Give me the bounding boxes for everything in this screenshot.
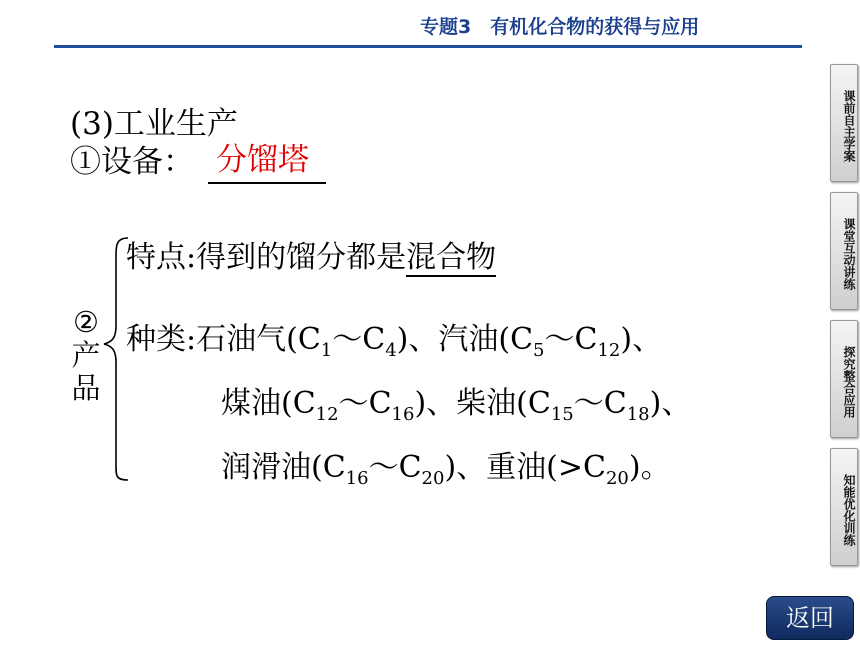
sidebar-tab-pre-class[interactable]: 课前自主学案	[830, 64, 858, 182]
types-text: )。	[628, 450, 671, 485]
sidebar-tab-practice[interactable]: 知能优化训练	[830, 448, 858, 566]
features-emphasis: 混合物	[406, 240, 497, 275]
equipment-label: ①设备：	[70, 144, 194, 180]
carbon-subscript: 15	[550, 404, 574, 425]
types-text: ～C	[368, 450, 422, 485]
product-label-char: 产	[71, 338, 101, 372]
chapter-title: 专题3 有机化合物的获得与应用	[420, 16, 700, 38]
back-button[interactable]: 返回	[766, 596, 854, 640]
types-text: 煤油(C	[221, 386, 316, 421]
section-heading: (3)工业生产	[70, 106, 238, 142]
carbon-subscript: 20	[421, 468, 445, 489]
equipment-answer: 分馏塔	[216, 142, 309, 178]
carbon-subscript: 18	[626, 404, 650, 425]
types-text: ～C	[338, 386, 392, 421]
carbon-subscript: 12	[597, 340, 621, 361]
carbon-subscript: 1	[320, 340, 333, 361]
header-divider	[54, 45, 802, 48]
types-text: 石油气(C	[196, 322, 321, 357]
features-row	[126, 238, 496, 278]
types-row-2	[221, 384, 691, 435]
features-label: 特点:	[126, 240, 197, 275]
types-text: ～C	[544, 322, 598, 357]
types-text: )、	[649, 386, 692, 421]
product-label-char: 品	[71, 371, 101, 405]
carbon-subscript: 16	[391, 404, 415, 425]
types-text: )、重油(>C	[444, 450, 606, 485]
product-label-char: ②	[73, 305, 99, 339]
types-row-3	[221, 448, 671, 499]
carbon-subscript: 12	[315, 404, 339, 425]
sidebar-tab-inquiry[interactable]: 探究整合应用	[830, 320, 858, 438]
sidebar-tab-in-class[interactable]: 课堂互动讲练	[830, 192, 858, 310]
types-label: 种类:	[126, 322, 197, 357]
carbon-subscript: 20	[605, 468, 629, 489]
types-text: ～C	[573, 386, 627, 421]
types-text: )、柴油(C	[414, 386, 551, 421]
carbon-subscript: 16	[345, 468, 369, 489]
types-row-1	[126, 320, 662, 371]
carbon-subscript: 4	[385, 340, 397, 361]
types-text: )、汽油(C	[396, 322, 534, 357]
features-text: 得到的馏分都是	[196, 240, 407, 275]
types-text: 润滑油(C	[221, 450, 346, 485]
types-text: )、	[620, 322, 663, 357]
types-text: ～C	[332, 322, 386, 357]
carbon-subscript: 5	[533, 340, 545, 361]
